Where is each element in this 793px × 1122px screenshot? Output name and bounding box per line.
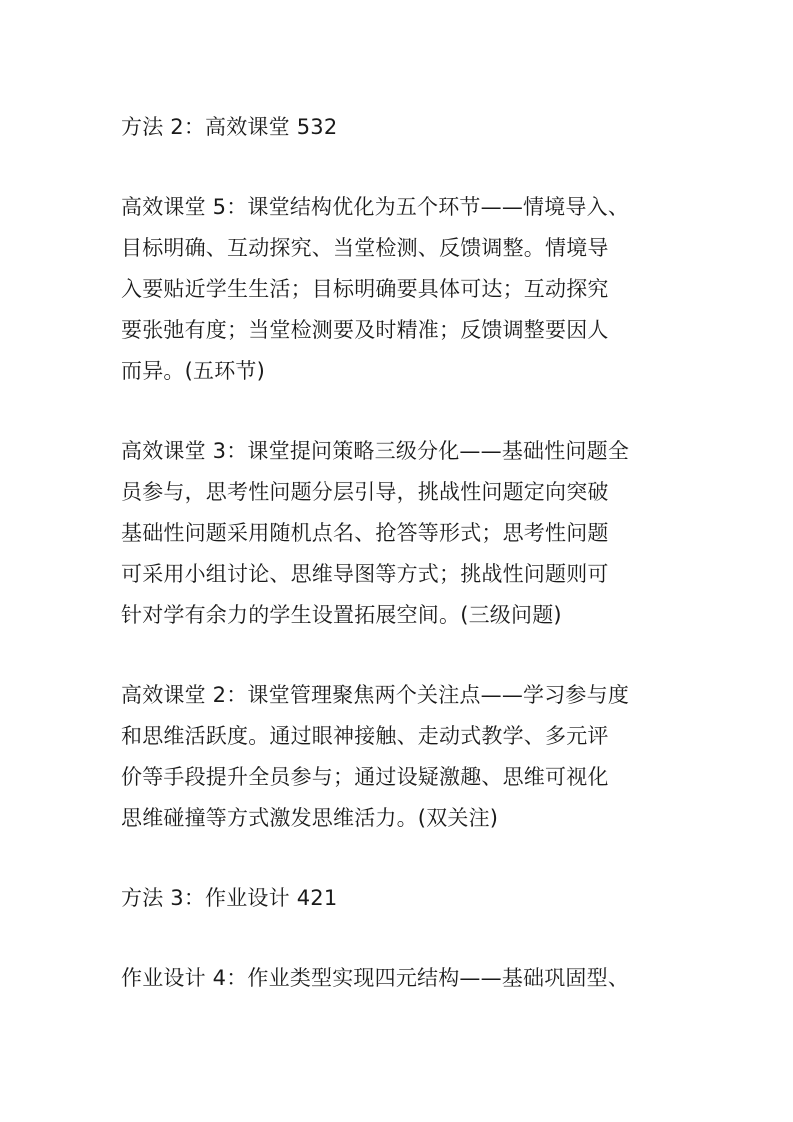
text-line: 基础性问题采用随机点名、抢答等形式；思考性问题 — [121, 521, 609, 545]
text-line: 而异。(五环节) — [121, 359, 265, 383]
document-body — [121, 107, 681, 1038]
text-line: 高效课堂 3：课堂提问策略三级分化——基础性问题全 — [121, 439, 630, 463]
text-line: 方法 2：高效课堂 532 — [121, 115, 338, 139]
text-line: 价等手段提升全员参与；通过设疑激趣、思维可视化 — [121, 765, 609, 789]
text-line: 可采用小组讨论、思维导图等方式；挑战性问题则可 — [121, 562, 609, 586]
method-3-heading — [121, 878, 681, 919]
paragraph-three-level-questions — [121, 431, 681, 636]
text-line: 高效课堂 5：课堂结构优化为五个环节——情境导入、 — [121, 195, 630, 219]
method-2-heading — [121, 107, 681, 148]
text-line: 员参与，思考性问题分层引导，挑战性问题定向突破 — [121, 480, 609, 504]
paragraph-five-steps — [121, 187, 681, 392]
paragraph-homework-design — [121, 958, 681, 999]
text-line: 高效课堂 2：课堂管理聚焦两个关注点——学习参与度 — [121, 683, 630, 707]
text-line: 作业设计 4：作业类型实现四元结构——基础巩固型、 — [121, 966, 630, 990]
text-line: 针对学有余力的学生设置拓展空间。(三级问题) — [121, 603, 562, 627]
text-line: 和思维活跃度。通过眼神接触、走动式教学、多元评 — [121, 724, 609, 748]
text-line: 目标明确、互动探究、当堂检测、反馈调整。情境导 — [121, 236, 609, 260]
text-line: 思维碰撞等方式激发思维活力。(双关注) — [121, 806, 499, 830]
text-line: 方法 3：作业设计 421 — [121, 886, 338, 910]
text-line: 入要贴近学生生活；目标明确要具体可达；互动探究 — [121, 277, 609, 301]
paragraph-two-focus-points — [121, 675, 681, 839]
text-line: 要张弛有度；当堂检测要及时精准；反馈调整要因人 — [121, 318, 609, 342]
